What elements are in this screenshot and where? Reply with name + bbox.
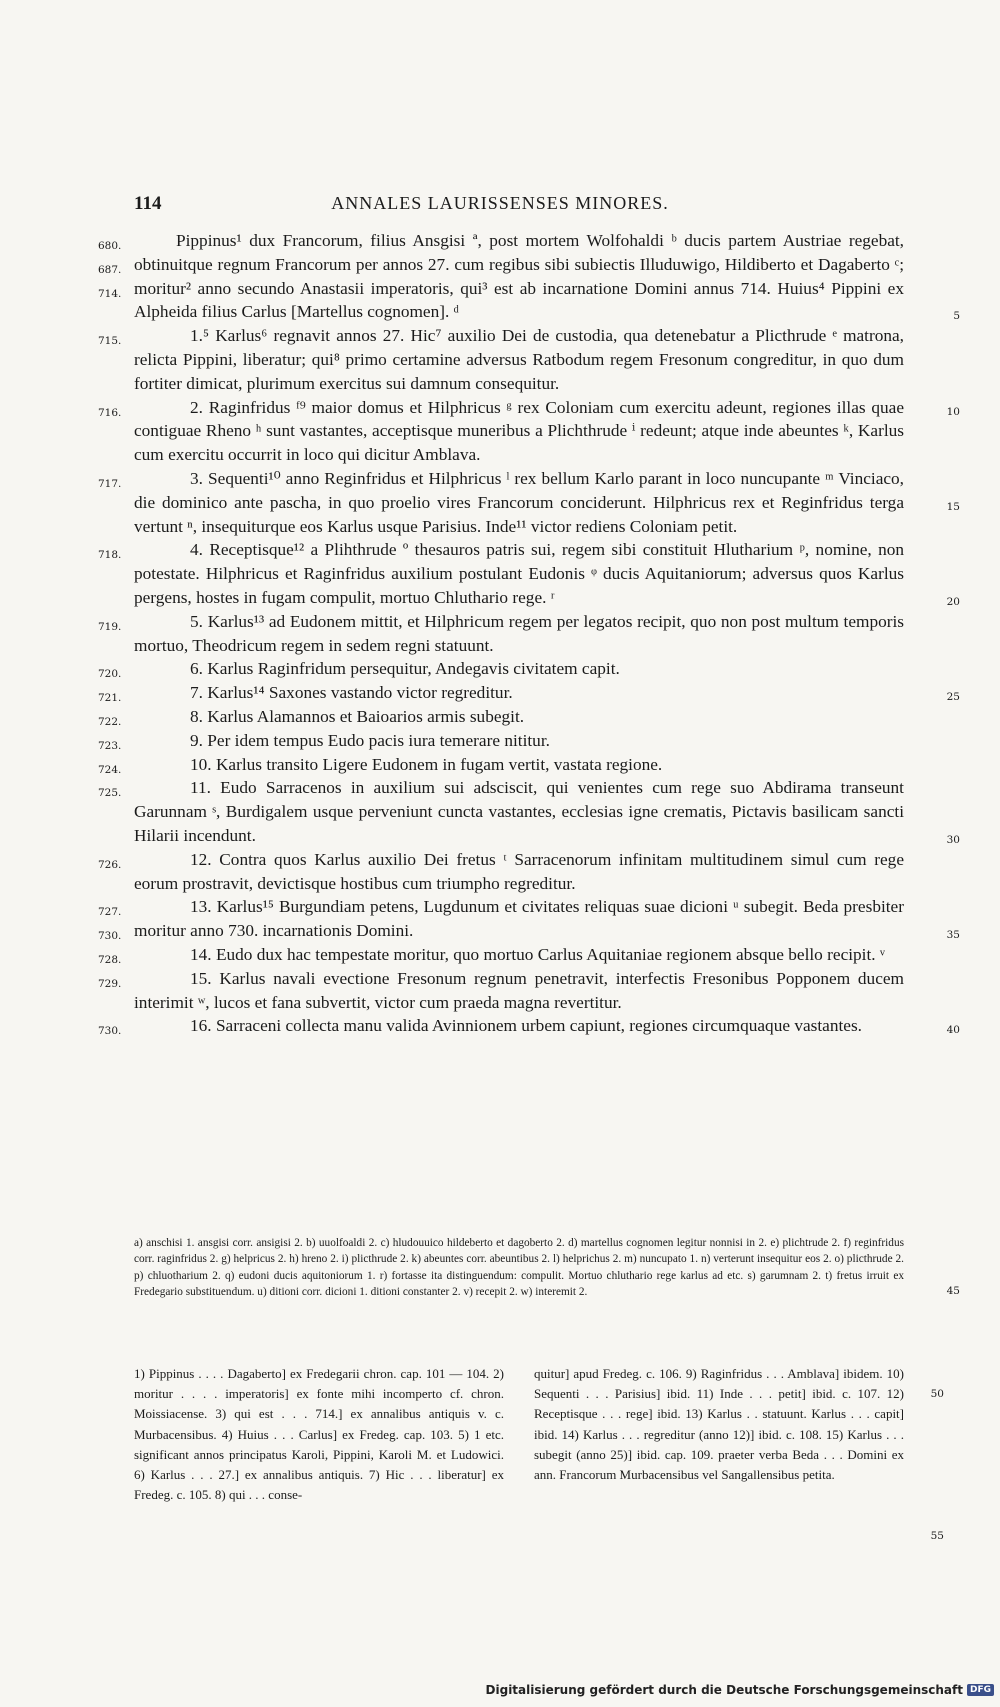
entry-text: Pippinus¹ dux Francorum, filius Ansgisi ª, post mortem Wolfohaldi ᵇ ducis partem Austriae regebat, obtinuitque regnum Francorum per annos 27. cum regibus sibi subiectis Illuduwigo, Hildiberto et Dagaberto ᶜ; moritur² anno secundo Anastasii imperatoris, qui³ est ab incarnatione Domini annus 714. Huius⁴ Pippini ex Alpheida filius Carlus [Martellus cognomen]. ᵈ: [134, 231, 904, 322]
entry-text: Karlus¹⁵ Burgundiam petens, Lugdunum et civitates reliquas suae dicioni ᵘ subegit. Beda presbiter moritur anno 730. incarnationis Domini.: [134, 897, 904, 941]
critical-apparatus: [134, 1235, 960, 1301]
entry-number: 14.: [190, 944, 212, 964]
year-marker: 730.: [98, 1025, 122, 1038]
entry-text: Karlus⁶ regnavit annos 27. Hic⁷ auxilio Dei de custodia, qua detenebatur a Plicthrude ᵉ matrona, relicta Pippini, liberatur; qui⁸ primo certamine adversus Ratbodum regem Fresonum congreditur, in quo dum fortiter dimicat, plurimum exercitus sui damnum consequitur.: [134, 326, 905, 393]
year-marker: 714.: [98, 287, 122, 300]
running-head: ANNALES LAURISSENSES MINORES.: [331, 193, 669, 213]
entry-number: 9.: [190, 730, 203, 750]
line-number: 5: [953, 310, 960, 323]
entry-number: 8.: [190, 706, 203, 726]
annal-entry: [98, 943, 904, 967]
year-marker: 719.: [98, 620, 122, 633]
year-marker: 723.: [98, 739, 122, 752]
entry-number: 7.: [190, 683, 203, 703]
annal-entry: [98, 729, 904, 753]
year-marker: 715.: [98, 335, 122, 348]
annal-entry: [98, 705, 904, 729]
entry-number: 4.: [190, 540, 203, 560]
line-number: 25: [946, 691, 960, 704]
annal-entry: [98, 229, 960, 324]
entry-text: Sequenti¹⁰ anno Reginfridus et Hilphricus ˡ rex bellum Karlo parant in loco nuncupante ᵐ Vinciaco, die dominico ante pascha, in quo proelio vires Francorum conciderunt. Hilphricus rex et Reginfridus terga vertunt ⁿ, insequiturque eos Karlus usque Parisius. Inde¹¹ victor rediens Coloniam petit.: [134, 468, 904, 536]
year-marker: 680.: [98, 240, 122, 252]
year-marker: 727.: [98, 906, 122, 919]
digitization-credit: [486, 1683, 994, 1697]
annal-entry: [98, 610, 905, 658]
entry-text: Receptisque¹² a Plihthrude º thesauros patris sui, regem sibi constituit Hlutharium ᵖ, nomine, non potestate. Hilphricus et Raginfridus auxilium postulant Eudonis ᵠ ducis Aquitaniorum; adversus quos Karlus pergens, hostes in fugam compulit, mortuo Chluthario rege. ʳ: [134, 540, 904, 607]
entry-text: Per idem tempus Eudo pacis iura temerare nititur.: [207, 730, 550, 750]
footnotes-right-text: quitur] apud Fredeg. c. 106. 9) Raginfridus . . . Amblava] ibidem. 10) Sequenti . . . Parisius] ibid. 11) Inde . . . petit] ibid. c. 107. 12) Receptisque . . . rege] ibid. 13) Karlus . . statuunt. Karlus . . . capit] ibid. 14) Karlus . . . regreditur (anno 12)] ibid. c. 108. 15) Karlus . . . subegit (anno 25)] ibid. cap. 109. praeter verba Beda . . . Domini ex ann. Francorum Murbacensibus vel Sangallensibus petita.: [534, 1366, 904, 1483]
line-number: 50: [930, 1388, 944, 1400]
line-number: 15: [946, 500, 960, 513]
year-marker: 687.: [98, 263, 122, 276]
line-number: 10: [946, 405, 960, 418]
entry-text: Karlus Alamannos et Baioarios armis subegit.: [207, 706, 525, 726]
year-marker: 725.: [98, 787, 122, 800]
entry-number: 12.: [190, 849, 212, 869]
line-number: 40: [946, 1024, 960, 1037]
entry-text: Karlus¹⁴ Saxones vastando victor regreditur.: [207, 683, 513, 703]
year-marker: 726.: [98, 858, 122, 871]
year-marker: 718.: [98, 549, 122, 562]
entry-number: 1.⁵: [190, 326, 209, 346]
annal-entry: [98, 848, 904, 896]
digitization-text: Digitalisierung gefördert durch die Deutsche Forschungsgemeinschaft: [485, 1683, 963, 1697]
annal-entry: [98, 753, 904, 777]
year-marker: 717.: [98, 477, 122, 490]
entry-text: Karlus transito Ligere Eudonem in fugam vertit, vastata regione.: [215, 754, 663, 774]
entry-number: 5.: [190, 611, 203, 631]
page-number: 114: [134, 193, 162, 214]
entry-number: 13.: [190, 897, 212, 917]
entry-text: Karlus navali evectione Fresonum regnum penetravit, interfectis Fresonibus Popponem ducem interimit ʷ, lucos et fana subvertit, victor cum praeda magna revertitur.: [134, 968, 904, 1012]
year-marker: 716.: [98, 406, 122, 419]
entry-text: Sarraceni collecta manu valida Avinnionem urbem capiunt, regiones circumquaque vastantes.: [215, 1016, 862, 1036]
entry-text: Karlus Raginfridum persequitur, Andegavis civitatem capit.: [207, 659, 620, 679]
entry-number: 15.: [190, 968, 212, 988]
year-marker: 721.: [98, 692, 122, 705]
annal-entry: [98, 657, 904, 681]
entry-number: 2.: [190, 397, 203, 417]
main-text: [98, 229, 960, 1038]
line-number: 45: [946, 1285, 960, 1297]
entry-number: 6.: [190, 659, 203, 679]
year-marker: 729.: [98, 977, 122, 990]
line-number: 55: [930, 1530, 944, 1542]
year-marker: 724.: [98, 763, 122, 776]
annal-entry: [98, 681, 960, 705]
footnotes-left-column: 1) Pippinus . . . . Dagaberto] ex Fredegarii chron. cap. 101 — 104. 2) moritur . . . . imperatoris] ex fonte mihi incomperto cf. chron. Moissiacense. 3) qui est . . . 714.] ex annalibus antiquis v. c. Murbacensibus. 4) Huius . . . Carlus] ex Fredeg. cap. 103. 5) 1 etc. significant annos principatus Karoli, Pippini, Karoli M. et Ludowici. 6) Karlus . . . 27.] ex annalibus antiquis. 7) Hic . . . liberatur] ex Fredeg. c. 105. 8) qui . . . conse-: [134, 1366, 504, 1503]
entry-text: Karlus¹³ ad Eudonem mittit, et Hilphricum regem per legatos recipit, quo non post multum temporis mortuo, Theodricum regem in sedem regni statuunt.: [134, 611, 905, 655]
entry-number: 16.: [190, 1016, 212, 1036]
entry-text: Eudo dux hac tempestate moritur, quo mortuo Carlus Aquitaniae regionem absque bello recipit. ᵛ: [215, 944, 886, 964]
dfg-logo-icon: DFG: [967, 1684, 994, 1696]
footnotes-right-column: [534, 1364, 944, 1542]
annal-entry: [98, 324, 905, 395]
entry-text: Raginfridus ᶠ⁹ maior domus et Hilphricus ᵍ rex Coloniam cum exercitu adeunt, regiones illas quae contiguae Rheno ʰ sunt vastantes, acceptisque muneribus a Plichthrude ⁱ redeunt; atque inde abeuntes ᵏ, Karlus cum exercitu occurrit in loco qui dicitur Amblava.: [134, 397, 904, 465]
entry-text: Eudo Sarracenos in auxilium sui adsciscit, qui venientes cum rege suo Abdirama transeunt Garunnam ˢ, Burdigalem usque perveniunt cuncta vastantes, ecclesias igne crematis, Pictavis basilicam sancti Hilarii incendunt.: [134, 778, 904, 845]
line-number: 35: [946, 929, 960, 942]
annal-entry: [98, 538, 960, 609]
annal-entry: [98, 776, 960, 847]
entry-number: 10.: [190, 754, 212, 774]
annal-entry: [98, 467, 960, 538]
line-number: 30: [946, 833, 960, 846]
entry-number: 11.: [190, 778, 211, 798]
annal-entry: [98, 396, 960, 467]
annal-entry: [98, 895, 960, 943]
line-number: 20: [946, 595, 960, 608]
entry-number: 3.: [190, 468, 203, 488]
year-marker: 722.: [98, 715, 122, 728]
year-marker: 730.: [98, 930, 122, 943]
year-marker: 720.: [98, 668, 122, 681]
year-marker: 728.: [98, 953, 122, 966]
entry-text: Contra quos Karlus auxilio Dei fretus ᵗ Sarracenorum infinitam multitudinem simul cum rege eorum prostravit, devictisque hostibus cum triumpho regreditur.: [134, 849, 904, 893]
annal-entry: [98, 1014, 904, 1038]
critical-apparatus-text: a) anschisi 1. ansgisi corr. ansigisi 2. b) uuolfoaldi 2. c) hludouuico hildeberto et dagoberto 2. d) martellus cognomen legitur nonnisi in 2. e) plichtrude 2. f) reginfridus corr. raginfridus 2. g) helpricus 2. h) hreno 2. i) plicthrude 2. k) abeuntes corr. abeuntibus 2. l) helprichus 2. m) nuncupato 1. n) verterunt insequitur eos 2. o) plicthrude 2. p) chluotharium 2. q) eudoni ducis aquitoniorum 1. r) fortasse ita distinguendum: compulit. Mortuo chluthario rege karlus ad etc. s) garumnam 2. t) fretus irruit ex Fredegario substituendum. u) ditioni corr. dicioni 1. ditioni constanter 2. v) recepit 2. w) interemit 2.: [134, 1237, 904, 1299]
